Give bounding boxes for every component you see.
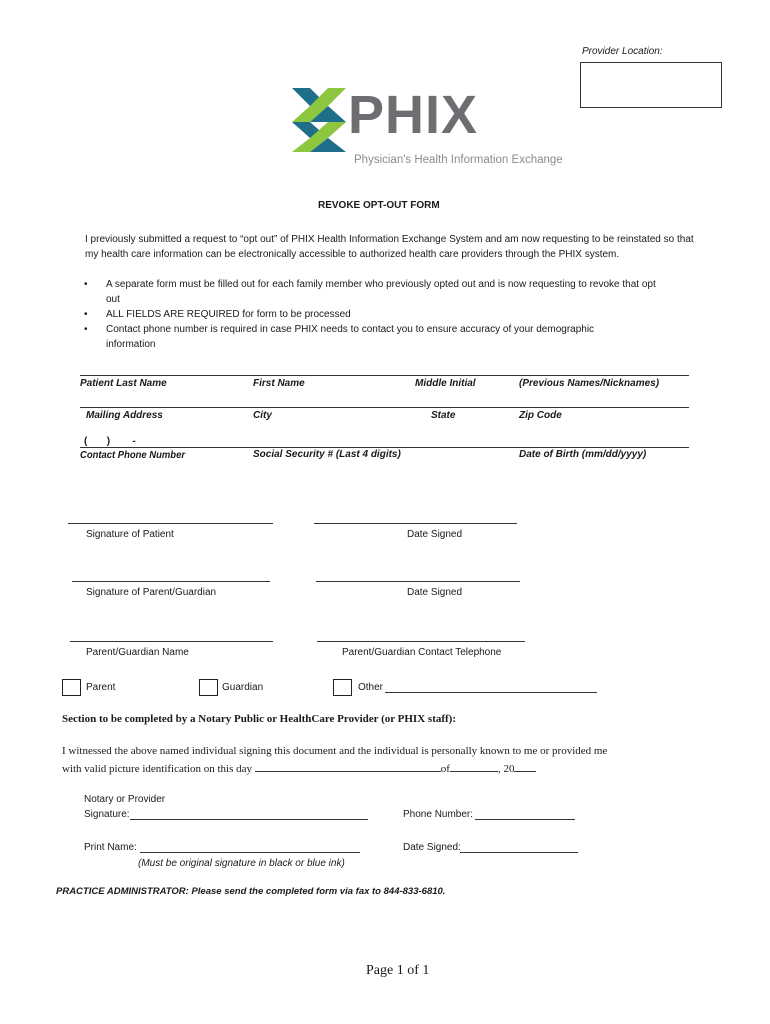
notary-signature-label: Signature: <box>84 809 130 820</box>
patient-last-name-label: Patient Last Name <box>80 378 167 389</box>
other-checkbox-label: Other <box>358 682 384 693</box>
phone-format-template: ( ) - <box>84 436 136 447</box>
page-number: Page 1 of 1 <box>366 963 430 978</box>
notary-date-label: Date Signed: <box>403 842 461 853</box>
mailing-address-label: Mailing Address <box>86 410 163 421</box>
other-checkbox[interactable] <box>333 679 352 696</box>
guardian-name-label: Parent/Guardian Name <box>86 647 189 658</box>
patient-signature-line[interactable] <box>68 523 273 524</box>
state-label: State <box>431 410 456 421</box>
notary-signature-line[interactable] <box>130 819 368 820</box>
provider-location-label: Provider Location: <box>582 46 663 57</box>
guardian-name-line[interactable] <box>70 641 273 642</box>
intro-paragraph: I previously submitted a request to “opt out” of PHIX Health Information Exchange System and am now requesting to be reinstated so that my health care information can be electronically accessible to authorized health care providers through the PHIX system. <box>85 234 694 260</box>
ink-note: (Must be original signature in black or blue ink) <box>138 858 345 869</box>
instructions-list <box>82 277 702 352</box>
middle-initial-label: Middle Initial <box>415 378 476 389</box>
city-label: City <box>253 410 272 421</box>
notary-phone-line[interactable] <box>475 819 575 820</box>
guardian-date-line[interactable] <box>316 581 520 582</box>
instruction-item: • A separate form must be filled out for each family member who previously opted out and is now requesting to revoke that opt out <box>82 277 666 307</box>
date-signed-label: Date Signed <box>407 529 463 540</box>
guardian-phone-line[interactable] <box>317 641 525 642</box>
witness-statement-line1: I witnessed the above named individual signing this document and the individual is personally known to me or provided me <box>62 745 608 757</box>
field-line-row2[interactable] <box>80 407 689 408</box>
notary-date-line[interactable] <box>460 852 578 853</box>
witness-statement-line2 <box>62 762 536 775</box>
guardian-signature-line[interactable] <box>72 581 270 582</box>
print-name-label: Print Name: <box>84 842 137 853</box>
contact-phone-label: Contact Phone Number <box>80 449 186 461</box>
first-name-label: First Name <box>253 378 305 389</box>
witness-year-prefix: , 20 <box>497 763 515 775</box>
parent-checkbox[interactable] <box>62 679 81 696</box>
provider-location-box[interactable] <box>580 62 722 108</box>
guardian-signature-label: Signature of Parent/Guardian <box>86 587 217 598</box>
witness-year-blank[interactable] <box>514 762 536 772</box>
previous-names-label: (Previous Names/Nicknames) <box>519 378 660 389</box>
guardian-phone-label: Parent/Guardian Contact Telephone <box>342 647 502 658</box>
field-line-row1[interactable] <box>80 375 689 376</box>
notary-provider-label: Notary or Provider <box>84 794 166 805</box>
witness-of-text: of <box>440 763 450 775</box>
logo-wordmark: PHIX <box>348 85 479 145</box>
notary-section-title: Section to be completed by a Notary Public or HealthCare Provider (or PHIX staff): <box>62 713 457 725</box>
guardian-date-label: Date Signed <box>407 587 463 598</box>
patient-signature-label: Signature of Patient <box>86 529 174 540</box>
instruction-item: • ALL FIELDS ARE REQUIRED for form to be processed <box>82 307 702 322</box>
logo-tagline: Physician's Health Information Exchange <box>354 154 563 166</box>
guardian-checkbox[interactable] <box>199 679 218 696</box>
form-title: REVOKE OPT-OUT FORM <box>318 200 440 211</box>
date-signed-line[interactable] <box>314 523 517 524</box>
practice-administrator-note: PRACTICE ADMINISTRATOR: Please send the completed form via fax to 844-833-6810. <box>56 886 446 897</box>
notary-phone-label: Phone Number: <box>403 809 474 820</box>
dob-label: Date of Birth (mm/dd/yyyy) <box>519 449 647 460</box>
witness-day-blank[interactable] <box>255 762 441 772</box>
phix-logo <box>290 85 563 170</box>
witness-month-blank[interactable] <box>450 762 498 772</box>
instruction-item: • Contact phone number is required in case PHIX needs to contact you to ensure accuracy of your demographic information <box>82 322 626 352</box>
print-name-line[interactable] <box>140 852 360 853</box>
parent-checkbox-label: Parent <box>86 682 116 693</box>
witness-statement-prefix: with valid picture identification on this day <box>62 763 253 775</box>
zip-code-label: Zip Code <box>519 410 562 421</box>
other-specify-line[interactable] <box>385 692 597 693</box>
field-line-row3[interactable] <box>80 447 689 448</box>
guardian-checkbox-label: Guardian <box>222 682 264 693</box>
ssn-label: Social Security # (Last 4 digits) <box>253 449 401 460</box>
